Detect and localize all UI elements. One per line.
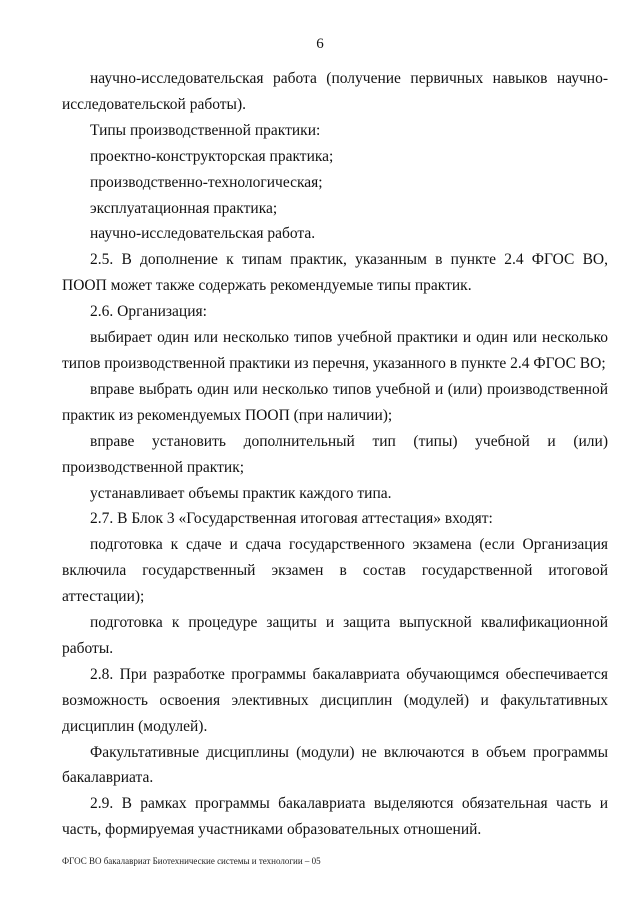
footer-text: ФГОС ВО бакалавриат Биотехнические системы и технологии – 05 bbox=[62, 856, 321, 866]
paragraph-state-exam: подготовка к сдаче и сдача государственного экзамена (если Организация включила государственный экзамен в состав государственной итоговой аттестации); bbox=[62, 536, 608, 606]
paragraph-2-8: 2.8. При разработке программы бакалавриата обучающимся обеспечивается возможность освоения элективных дисциплин (модулей) и факультативных дисциплин (модулей). bbox=[62, 665, 608, 735]
paragraph-2-5: 2.5. В дополнение к типам практик, указанным в пункте 2.4 ФГОС ВО, ПООП может также содержать рекомендуемые типы практик. bbox=[62, 251, 608, 295]
paragraph-2-6: 2.6. Организация: bbox=[90, 303, 207, 321]
paragraph-2-7: 2.7. В Блок 3 «Государственная итоговая аттестация» входят: bbox=[90, 510, 493, 528]
paragraph-optional-disciplines: Факультативные дисциплины (модули) не включаются в объем программы бакалавриата. bbox=[62, 743, 608, 787]
paragraph-may-establish: вправе установить дополнительный тип (типы) учебной и (или) производственной практик; bbox=[62, 432, 608, 476]
paragraph-research-work: научно-исследовательская работа (получение первичных навыков научно-исследовательской работы). bbox=[62, 70, 608, 113]
document-body bbox=[62, 66, 608, 843]
paragraph-sets-volumes: устанавливает объемы практик каждого типа. bbox=[90, 484, 392, 502]
list-item-operational: эксплуатационная практика; bbox=[90, 199, 278, 217]
list-item-research: научно-исследовательская работа. bbox=[90, 225, 316, 243]
page-number: 6 bbox=[316, 36, 324, 52]
paragraph-production-types-heading: Типы производственной практики: bbox=[90, 121, 321, 139]
list-item-technology: производственно-технологическая; bbox=[90, 173, 323, 191]
list-item-design: проектно-конструкторская практика; bbox=[90, 147, 334, 165]
paragraph-thesis-defense: подготовка к процедуре защиты и защита выпускной квалификационной работы. bbox=[62, 614, 608, 657]
paragraph-may-select: вправе выбрать один или несколько типов учебной и (или) производственной практик из рекомендуемых ПООП (при наличии); bbox=[62, 380, 608, 424]
paragraph-2-9: 2.9. В рамках программы бакалавриата выделяются обязательная часть и часть, формируемая участниками образовательных отношений. bbox=[62, 795, 608, 839]
paragraph-selects-types: выбирает один или несколько типов учебной практики и один или несколько типов производственной практики из перечня, указанного в пункте 2.4 ФГОС ВО; bbox=[62, 329, 608, 372]
